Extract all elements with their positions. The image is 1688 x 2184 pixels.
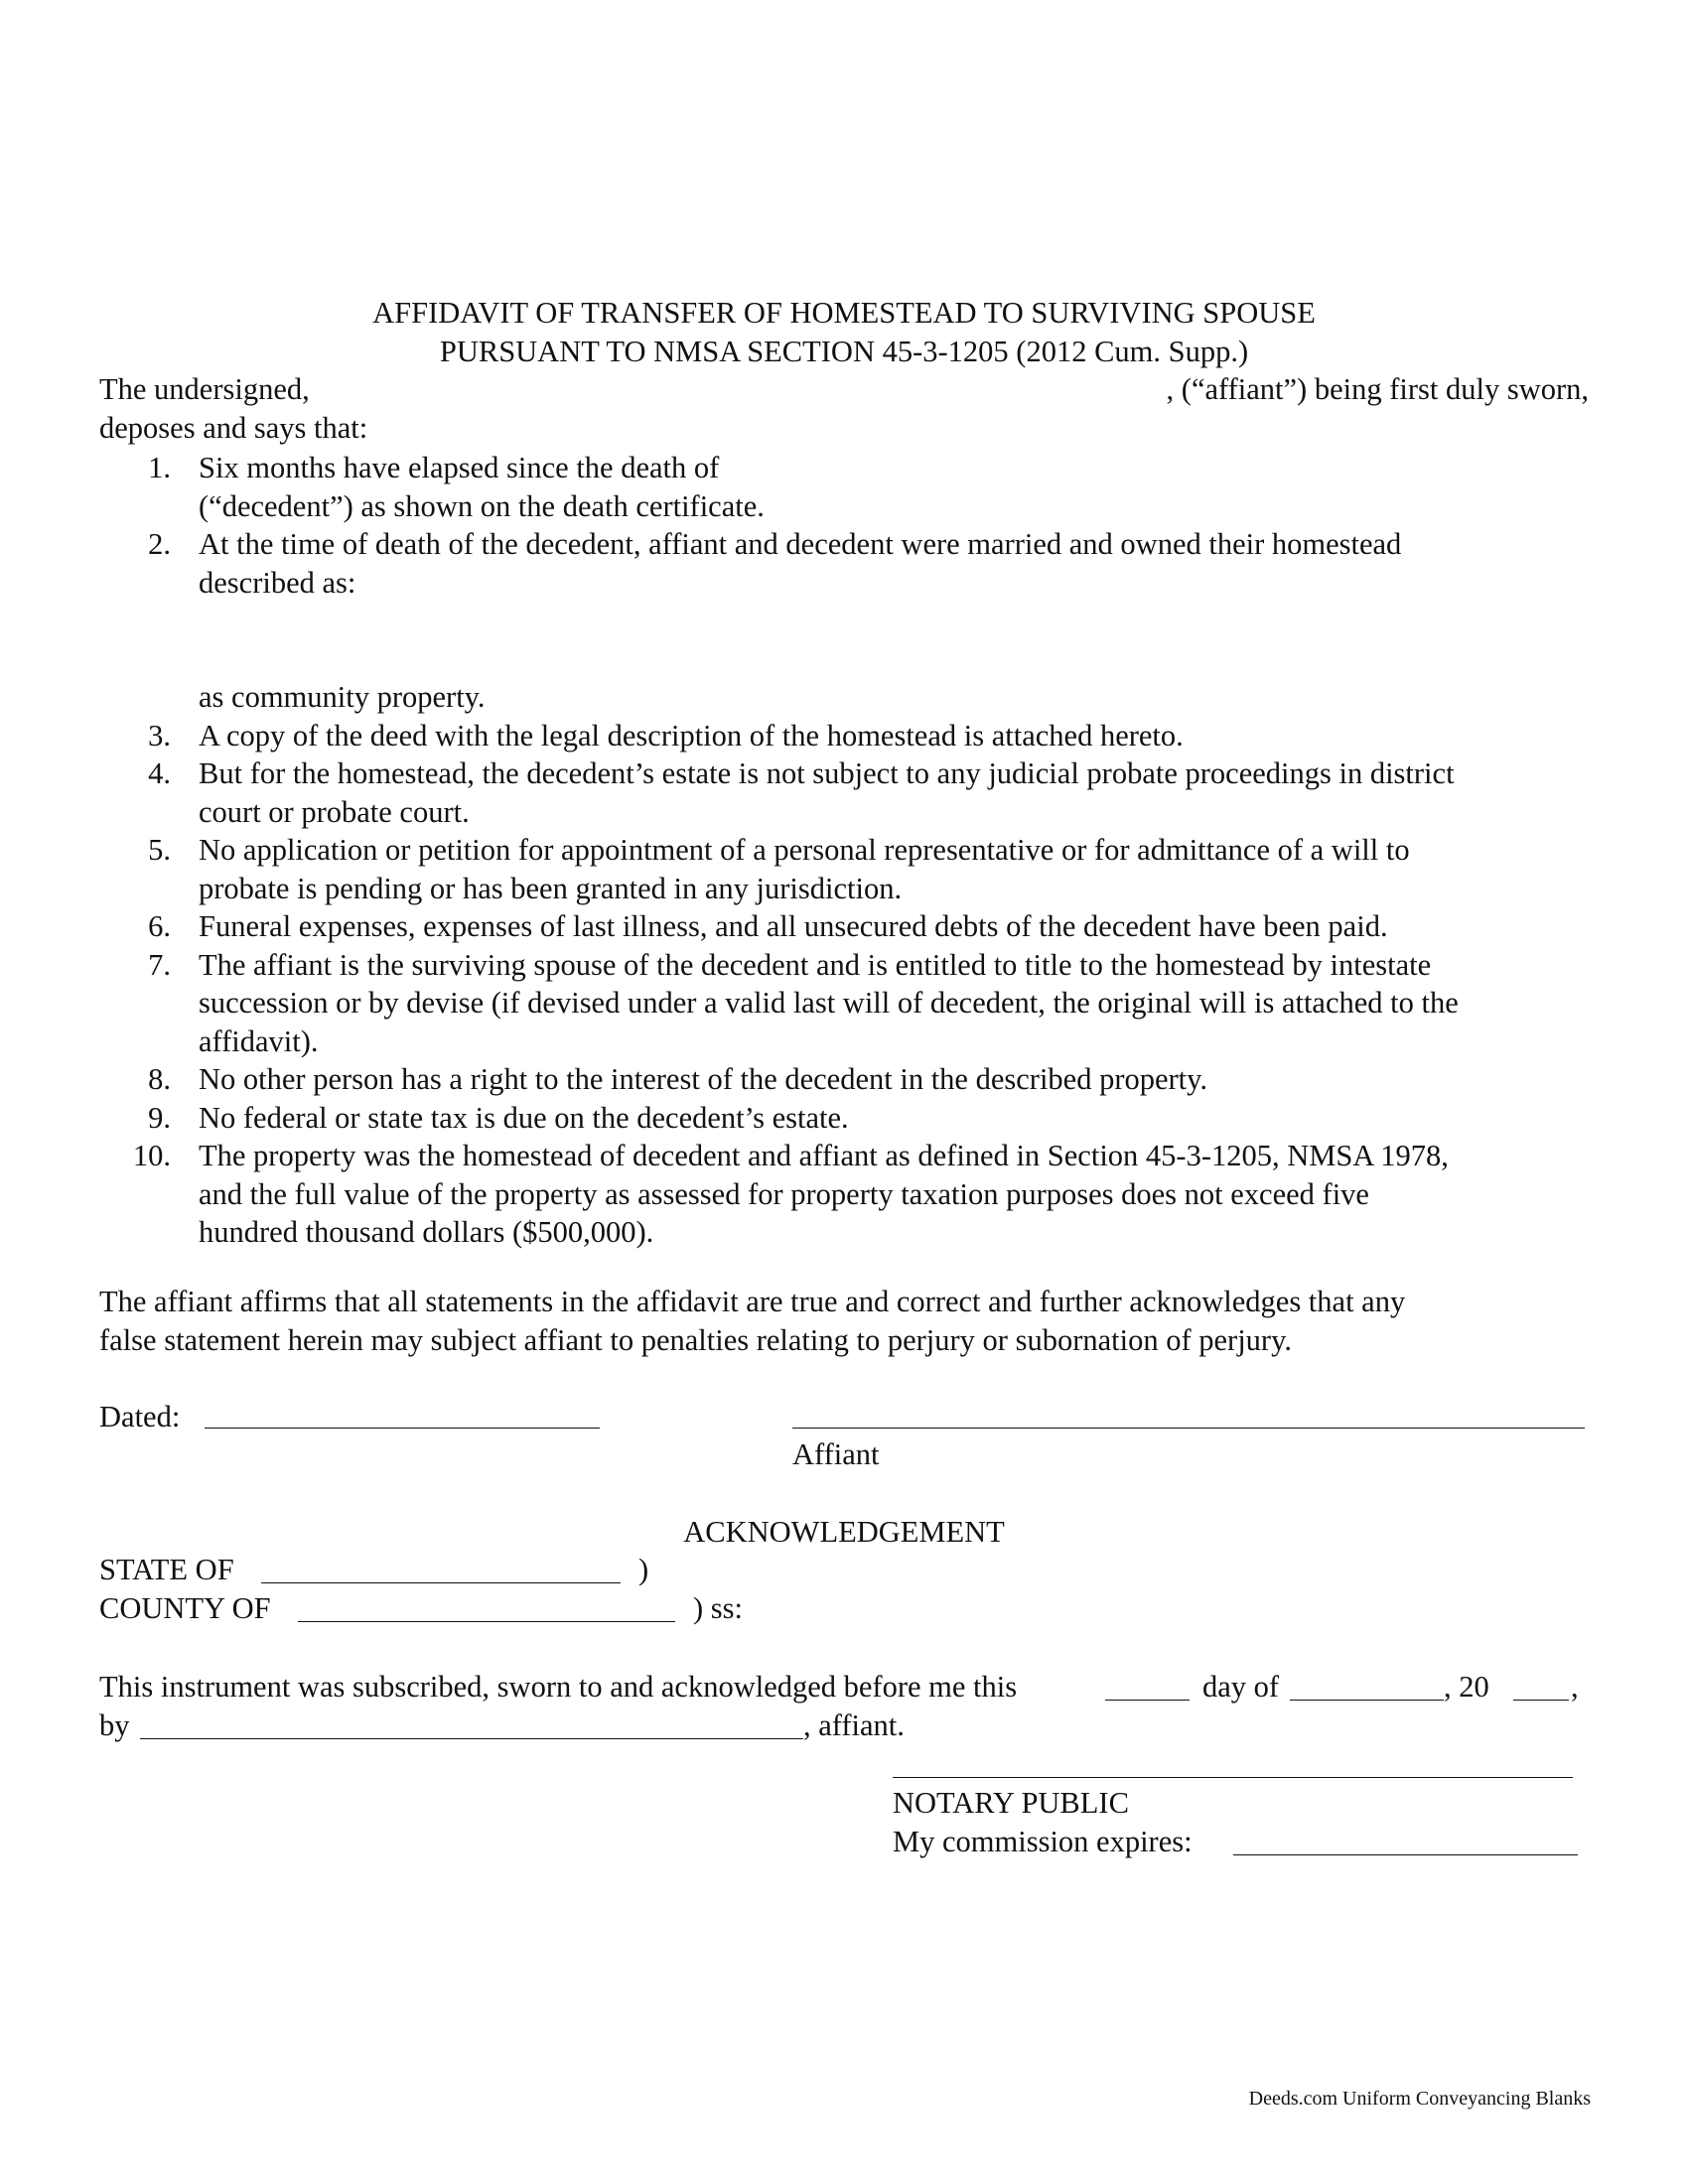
by-label: by (99, 1708, 130, 1742)
footer-text: Deeds.com Uniform Conveyancing Blanks (1248, 2088, 1591, 2110)
document-title (0, 294, 1688, 370)
commission-label: My commission expires: (893, 1825, 1193, 1858)
dated-line[interactable] (205, 1396, 600, 1429)
list-item: 1. Six months have elapsed since the death of (“decedent”) as shown on the death certificate. (148, 451, 765, 523)
commission-expires-line[interactable] (1233, 1823, 1578, 1855)
state-label: STATE OF (99, 1553, 234, 1586)
state-line[interactable] (261, 1551, 621, 1583)
county-paren: ) ss: (693, 1591, 743, 1625)
title-line-2: PURSUANT TO NMSA SECTION 45-3-1205 (2012 Cum. Supp.) (439, 334, 1249, 368)
year-line[interactable] (1513, 1668, 1569, 1701)
list-item: 9. No federal or state tax is due on the decedent’s estate. (148, 1100, 849, 1135)
county-line[interactable] (298, 1589, 675, 1622)
deposes-text: deposes and says that: (99, 411, 368, 445)
year-prefix: , 20 (1444, 1670, 1489, 1704)
affiant-signature-line[interactable] (792, 1396, 1585, 1429)
list-item: 6. Funeral expenses, expenses of last illness, and all unsecured debts of the decedent have been paid. (148, 909, 1388, 943)
list-item: 4. But for the homestead, the decedent’s estate is not subject to any judicial probate proceedings in district court or probate court. (148, 756, 1455, 829)
acknowledgement-heading: ACKNOWLEDGEMENT (683, 1515, 1005, 1549)
list-item: 10. The property was the homestead of decedent and affiant as defined in Section 45-3-1205, NMSA 1978, and the full value of the property as assessed for property taxation purposes does not exceed five hundred thousand dollars ($500,000). (132, 1139, 1449, 1249)
year-comma: , (1571, 1670, 1579, 1704)
community-property-text: as community property. (199, 680, 486, 714)
list-item: 5. No application or petition for appointment of a personal representative or for admittance of a will to probate is pending or has been granted in any jurisdiction. (148, 833, 1410, 905)
affiant-label: Affiant (792, 1437, 880, 1471)
instrument-text: This instrument was subscribed, sworn to and acknowledged before me this (99, 1670, 1018, 1704)
notary-public-label: NOTARY PUBLIC (893, 1786, 1129, 1820)
dated-label: Dated: (99, 1400, 181, 1433)
title-line-1: AFFIDAVIT OF TRANSFER OF HOMESTEAD TO SURVIVING SPOUSE (372, 296, 1316, 330)
state-paren: ) (638, 1553, 649, 1586)
by-name-line[interactable] (140, 1706, 803, 1739)
notary-signature-line[interactable] (893, 1745, 1573, 1778)
list-item: 2. At the time of death of the decedent, affiant and decedent were married and owned their homestead described as: as community property. (99, 525, 1589, 717)
list-item: 7. The affiant is the surviving spouse of the decedent and is entitled to title to the homestead by intestate succession or by devise (if devised under a valid last will of decedent, the original will is attached to the affidavit). (148, 947, 1459, 1058)
day-line[interactable] (1105, 1668, 1190, 1701)
undersigned-label: The undersigned, (99, 372, 310, 406)
month-line[interactable] (1290, 1668, 1444, 1701)
county-label: COUNTY OF (99, 1591, 271, 1625)
day-of-text: day of (1202, 1670, 1280, 1704)
list-item: 8. No other person has a right to the interest of the decedent in the described property. (148, 1062, 1208, 1096)
statements-list (99, 449, 1589, 1252)
list-item: 3. A copy of the deed with the legal description of the homestead is attached hereto. (148, 718, 1184, 752)
affiant-clause: , (“affiant”) being first duly sworn, (1166, 372, 1589, 406)
affirmation-paragraph: The affiant affirms that all statements in the affidavit are true and correct and further acknowledges that any false statement herein may subject affiant to penalties relating to perjury or subornation of perjury. (99, 1285, 1406, 1357)
affiant-suffix: , affiant. (803, 1708, 905, 1742)
